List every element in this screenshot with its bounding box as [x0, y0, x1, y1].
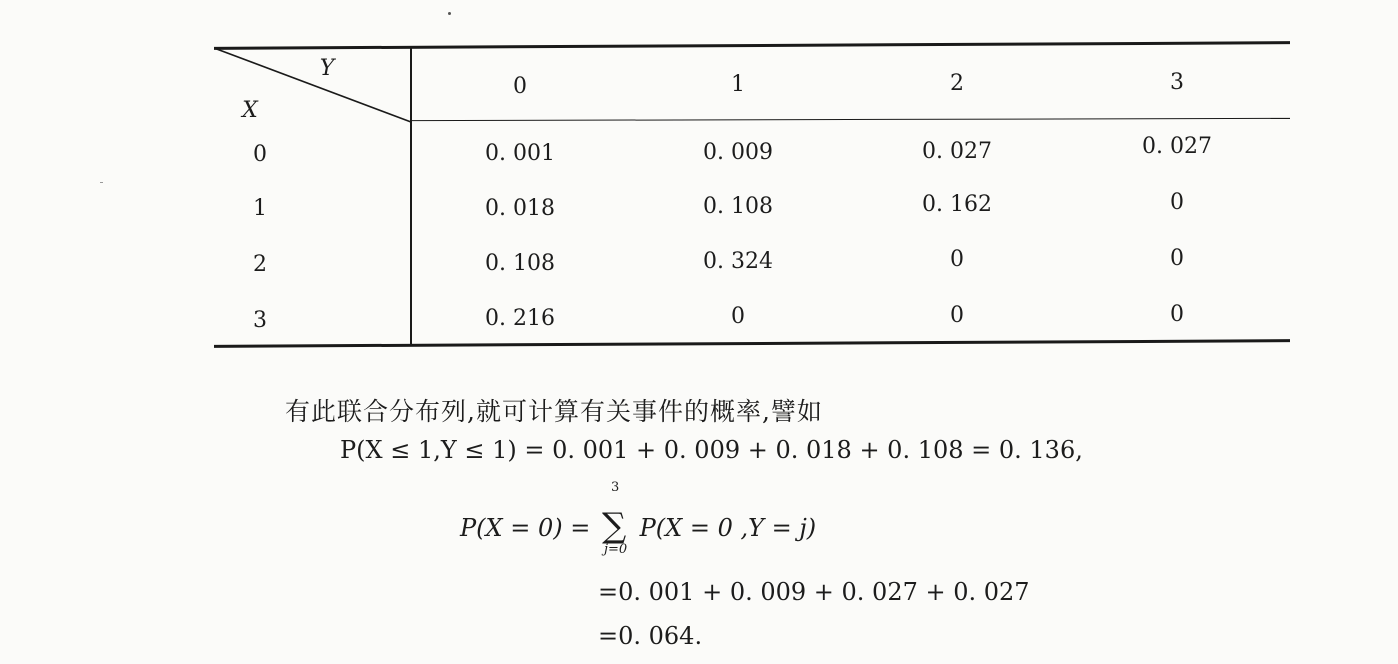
- table-cell: 0. 009: [703, 140, 773, 165]
- table-cell: 0. 108: [703, 194, 773, 219]
- equation-marginal-rhs: P(X = 0 ,Y = j): [639, 514, 817, 542]
- table-cell: 0: [950, 303, 964, 328]
- col-header: 2: [950, 71, 964, 96]
- equation-marginal: [460, 480, 817, 557]
- table-cell: 0: [1170, 190, 1184, 215]
- table-cell: 0. 324: [703, 249, 773, 274]
- table-cell: 0. 108: [485, 251, 555, 276]
- table-cell: 0. 018: [485, 196, 555, 221]
- col-header: 1: [731, 72, 745, 97]
- stray-mark: [100, 182, 103, 183]
- col-header: 3: [1170, 70, 1184, 95]
- col-variable-label: Y: [319, 56, 335, 81]
- row-label: 3: [253, 308, 267, 333]
- table-bottom-rule: [214, 339, 1290, 348]
- equation-marginal-lhs: P(X = 0) =: [460, 514, 591, 542]
- summation-upper-limit: 3: [610, 480, 620, 495]
- equation-result: =0. 064.: [598, 622, 703, 650]
- table-header-rule: [410, 118, 1290, 121]
- table-cell: 0: [1170, 246, 1184, 271]
- row-label: 1: [253, 196, 267, 221]
- row-label: 0: [253, 142, 267, 167]
- table-cell: 0. 216: [485, 306, 555, 331]
- table-cell: 0. 162: [922, 192, 992, 217]
- table-cell: 0: [731, 304, 745, 329]
- equation-joint-probability: P(X ≤ 1,Y ≤ 1) = 0. 001 + 0. 009 + 0. 018 + 0. 108 = 0. 136,: [340, 436, 1083, 464]
- table-cell: 0: [1170, 302, 1184, 327]
- col-header: 0: [513, 74, 527, 99]
- row-label: 2: [253, 252, 267, 277]
- sigma-glyph: ∑: [601, 506, 627, 546]
- row-variable-label: X: [242, 98, 258, 123]
- table-cell: 0. 001: [485, 141, 555, 166]
- table-cell: 0. 027: [1142, 134, 1212, 159]
- summation-symbol: [598, 480, 632, 557]
- table-cell: 0. 027: [922, 139, 992, 164]
- stray-dot: [448, 12, 451, 15]
- summation-lower-limit: j=0: [603, 542, 628, 557]
- intro-paragraph: 有此联合分布列,就可计算有关事件的概率,譬如: [285, 397, 823, 426]
- table-cell: 0: [950, 247, 964, 272]
- equation-sum-terms: =0. 001 + 0. 009 + 0. 027 + 0. 027: [598, 578, 1030, 606]
- joint-distribution-table: [214, 30, 1290, 360]
